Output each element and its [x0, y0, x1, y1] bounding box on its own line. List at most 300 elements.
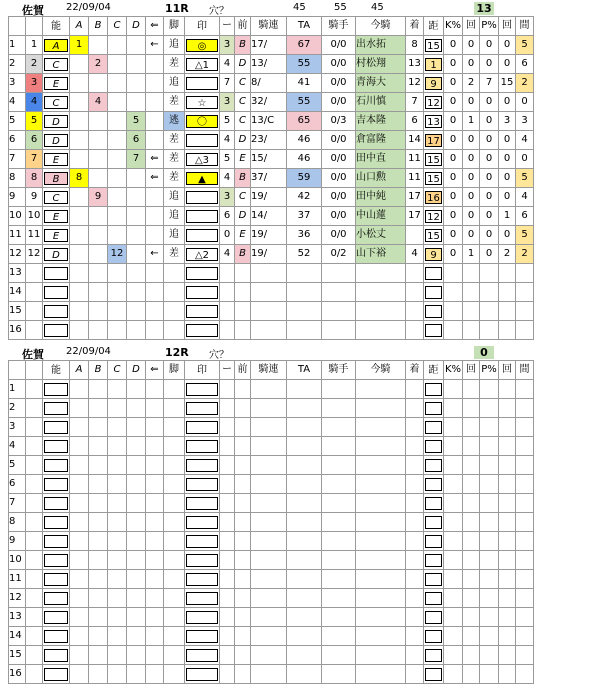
cell-current-jockey [356, 570, 406, 589]
cell-style: 追 [164, 188, 185, 207]
cell-ability [43, 418, 70, 437]
table-row [9, 380, 534, 399]
cell-jockey-rate: 17/ [251, 36, 287, 55]
cell-mark: △2 [185, 245, 220, 264]
cell-jockey [322, 380, 356, 399]
cell-jockey-rate [251, 437, 287, 456]
cell-col-d [127, 245, 146, 264]
cell-count-1 [463, 264, 480, 283]
cell-jockey-rate [251, 264, 287, 283]
cell-arrow [146, 475, 164, 494]
cell-style: 追 [164, 36, 185, 55]
cell-minus [220, 608, 235, 627]
cell-ability [43, 494, 70, 513]
cell-prev [235, 513, 251, 532]
cell-minus: 3 [220, 93, 235, 112]
cell-jockey-rate [251, 532, 287, 551]
cell-p-pct [480, 380, 499, 399]
cell-ta [287, 570, 322, 589]
cell-row-no: 1 [9, 36, 26, 55]
cell-arrow [146, 551, 164, 570]
cell-col-a [70, 131, 89, 150]
header-minus: ー [220, 361, 235, 380]
cell-finish: 17 [406, 207, 424, 226]
cell-interval: 6 [516, 55, 534, 74]
cell-mark [185, 188, 220, 207]
cell-count-2: 0 [499, 169, 516, 188]
header-horse-no [26, 361, 43, 380]
cell-count-1 [463, 283, 480, 302]
cell-minus [220, 589, 235, 608]
cell-count-1 [463, 589, 480, 608]
table-row [9, 150, 534, 169]
header-minus: ー [220, 17, 235, 36]
cell-col-a [70, 418, 89, 437]
cell-ability: E [43, 226, 70, 245]
cell-arrow [146, 418, 164, 437]
cell-col-a [70, 207, 89, 226]
cell-jockey-rate [251, 551, 287, 570]
cell-col-b [89, 437, 108, 456]
cell-count-1 [463, 608, 480, 627]
cell-distance: 12 [424, 93, 444, 112]
cell-distance: 13 [424, 112, 444, 131]
cell-current-jockey [356, 380, 406, 399]
cell-col-b [89, 302, 108, 321]
table-row [9, 112, 534, 131]
cell-col-c [108, 399, 127, 418]
cell-jockey-rate: 23/ [251, 131, 287, 150]
cell-distance: 9 [424, 245, 444, 264]
cell-col-b [89, 150, 108, 169]
header-p-pct: P% [480, 361, 499, 380]
cell-col-c [108, 513, 127, 532]
cell-finish [406, 264, 424, 283]
cell-jockey [322, 665, 356, 684]
cell-prev [235, 532, 251, 551]
cell-ta [287, 302, 322, 321]
cell-k-pct [444, 532, 463, 551]
table-row [9, 93, 534, 112]
cell-jockey [322, 399, 356, 418]
cell-col-d [127, 551, 146, 570]
cell-arrow: ⇐ [146, 169, 164, 188]
cell-k-pct: 0 [444, 188, 463, 207]
cell-arrow [146, 188, 164, 207]
header-jockey-rate: 騎連 [251, 361, 287, 380]
cell-style [164, 456, 185, 475]
cell-current-jockey [356, 321, 406, 340]
cell-row-no: 16 [9, 665, 26, 684]
cell-col-a: 8 [70, 169, 89, 188]
cell-count-2 [499, 437, 516, 456]
header-distance: 距 [424, 361, 444, 380]
cell-horse-no [26, 437, 43, 456]
cell-mark [185, 380, 220, 399]
cell-ta: 42 [287, 188, 322, 207]
cell-ta [287, 551, 322, 570]
cell-interval [516, 551, 534, 570]
cell-p-pct [480, 570, 499, 589]
cell-mark [185, 264, 220, 283]
cell-p-pct [480, 418, 499, 437]
cell-mark [185, 283, 220, 302]
cell-p-pct [480, 456, 499, 475]
cell-jockey-rate [251, 283, 287, 302]
cell-style [164, 418, 185, 437]
cell-col-d [127, 646, 146, 665]
cell-row-no: 9 [9, 188, 26, 207]
cell-col-a [70, 456, 89, 475]
cell-minus: 5 [220, 112, 235, 131]
cell-ability: C [43, 55, 70, 74]
cell-distance: 15 [424, 226, 444, 245]
cell-prev: C [235, 188, 251, 207]
cell-k-pct [444, 418, 463, 437]
cell-ta [287, 589, 322, 608]
cell-count-1: 1 [463, 112, 480, 131]
cell-minus: 4 [220, 245, 235, 264]
table-row [9, 513, 534, 532]
cell-style [164, 302, 185, 321]
cell-col-c [108, 74, 127, 93]
cell-finish [406, 513, 424, 532]
cell-count-1 [463, 627, 480, 646]
cell-finish: 13 [406, 55, 424, 74]
cell-jockey-rate [251, 627, 287, 646]
cell-ability: E [43, 150, 70, 169]
cell-arrow [146, 74, 164, 93]
cell-jockey: 0/2 [322, 245, 356, 264]
cell-jockey [322, 646, 356, 665]
cell-count-1 [463, 399, 480, 418]
cell-k-pct: 0 [444, 36, 463, 55]
top-value-3: 45 [371, 2, 384, 13]
cell-arrow [146, 302, 164, 321]
cell-prev: C [235, 112, 251, 131]
cell-p-pct [480, 475, 499, 494]
cell-minus [220, 494, 235, 513]
cell-current-jockey: 村松翔 [356, 55, 406, 74]
cell-jockey [322, 437, 356, 456]
cell-row-no: 3 [9, 74, 26, 93]
cell-style: 差 [164, 150, 185, 169]
cell-row-no: 10 [9, 207, 26, 226]
cell-jockey [322, 456, 356, 475]
cell-prev [235, 418, 251, 437]
cell-p-pct: 0 [480, 169, 499, 188]
cell-col-c [108, 207, 127, 226]
cell-col-a [70, 513, 89, 532]
cell-count-1 [463, 494, 480, 513]
cell-count-2 [499, 627, 516, 646]
cell-col-b [89, 608, 108, 627]
cell-interval [516, 302, 534, 321]
cell-interval [516, 646, 534, 665]
table-row [9, 475, 534, 494]
cell-minus: 3 [220, 188, 235, 207]
cell-col-a [70, 74, 89, 93]
cell-style [164, 437, 185, 456]
cell-ability: C [43, 93, 70, 112]
cell-style [164, 551, 185, 570]
cell-interval [516, 608, 534, 627]
cell-ta: 55 [287, 93, 322, 112]
cell-count-1: 0 [463, 169, 480, 188]
cell-count-2 [499, 513, 516, 532]
cell-row-no: 3 [9, 418, 26, 437]
cell-minus [220, 475, 235, 494]
cell-row-no: 15 [9, 302, 26, 321]
table-row [9, 245, 534, 264]
cell-interval [516, 264, 534, 283]
cell-style: 追 [164, 74, 185, 93]
cell-ta [287, 437, 322, 456]
cell-k-pct: 0 [444, 93, 463, 112]
cell-count-2: 15 [499, 74, 516, 93]
cell-k-pct: 0 [444, 245, 463, 264]
cell-minus [220, 627, 235, 646]
cell-distance [424, 418, 444, 437]
cell-mark [185, 74, 220, 93]
cell-finish [406, 226, 424, 245]
cell-col-b [89, 283, 108, 302]
header-ability: 能 [43, 17, 70, 36]
cell-row-no: 5 [9, 456, 26, 475]
cell-count-2: 0 [499, 150, 516, 169]
cell-distance [424, 551, 444, 570]
cell-col-b [89, 513, 108, 532]
cell-finish: 8 [406, 36, 424, 55]
cell-mark [185, 302, 220, 321]
cell-prev [235, 456, 251, 475]
cell-minus: 3 [220, 36, 235, 55]
cell-col-a [70, 264, 89, 283]
table-header-row [9, 361, 534, 380]
cell-current-jockey: 小松丈 [356, 226, 406, 245]
cell-row-no: 9 [9, 532, 26, 551]
cell-col-c [108, 665, 127, 684]
cell-count-1 [463, 475, 480, 494]
cell-current-jockey [356, 646, 406, 665]
cell-col-d [127, 264, 146, 283]
cell-current-jockey: 田中純 [356, 188, 406, 207]
cell-k-pct: 0 [444, 131, 463, 150]
cell-current-jockey [356, 264, 406, 283]
race-12-header [0, 344, 605, 360]
cell-ta: 46 [287, 131, 322, 150]
table-row [9, 456, 534, 475]
cell-prev: B [235, 169, 251, 188]
cell-col-c [108, 131, 127, 150]
header-style: 脚 [164, 17, 185, 36]
table-row [9, 207, 534, 226]
cell-p-pct [480, 627, 499, 646]
cell-p-pct: 0 [480, 131, 499, 150]
cell-col-d [127, 36, 146, 55]
cell-finish: 7 [406, 93, 424, 112]
cell-ta [287, 321, 322, 340]
cell-prev [235, 437, 251, 456]
cell-col-d [127, 188, 146, 207]
cell-jockey: 0/0 [322, 55, 356, 74]
header-ta: TA [287, 17, 322, 36]
cell-horse-no: 7 [26, 150, 43, 169]
cell-minus [220, 302, 235, 321]
cell-p-pct [480, 608, 499, 627]
cell-horse-no: 10 [26, 207, 43, 226]
cell-col-c [108, 646, 127, 665]
cell-minus [220, 380, 235, 399]
cell-current-jockey: 中山蓮 [356, 207, 406, 226]
cell-interval [516, 283, 534, 302]
cell-current-jockey [356, 456, 406, 475]
cell-ta: 52 [287, 245, 322, 264]
cell-jockey-rate: 8/ [251, 74, 287, 93]
cell-row-no: 16 [9, 321, 26, 340]
cell-row-no: 1 [9, 380, 26, 399]
cell-p-pct: 0 [480, 112, 499, 131]
cell-col-b [89, 570, 108, 589]
venue-label: 佐賀 [22, 348, 44, 361]
cell-jockey-rate: 15/ [251, 150, 287, 169]
cell-count-2 [499, 302, 516, 321]
cell-col-d [127, 627, 146, 646]
cell-col-c [108, 112, 127, 131]
cell-current-jockey: 倉富隆 [356, 131, 406, 150]
cell-finish [406, 302, 424, 321]
cell-count-2: 0 [499, 36, 516, 55]
cell-current-jockey [356, 418, 406, 437]
header-col-a: A [70, 17, 89, 36]
cell-col-c [108, 475, 127, 494]
cell-interval [516, 532, 534, 551]
cell-horse-no [26, 532, 43, 551]
cell-jockey-rate [251, 418, 287, 437]
table-row [9, 188, 534, 207]
cell-jockey-rate: 32/ [251, 93, 287, 112]
table-header-row [9, 17, 534, 36]
cell-mark: ☆ [185, 93, 220, 112]
cell-col-a [70, 399, 89, 418]
header-ability: 能 [43, 361, 70, 380]
cell-horse-no [26, 627, 43, 646]
table-row [9, 321, 534, 340]
cell-jockey [322, 551, 356, 570]
cell-ability [43, 283, 70, 302]
cell-row-no: 8 [9, 513, 26, 532]
cell-horse-no: 12 [26, 245, 43, 264]
cell-arrow [146, 437, 164, 456]
header-jockey-rate: 騎連 [251, 17, 287, 36]
cell-k-pct [444, 264, 463, 283]
cell-p-pct [480, 551, 499, 570]
cell-col-c: 12 [108, 245, 127, 264]
cell-col-b [89, 532, 108, 551]
header-finish: 着 [406, 17, 424, 36]
cell-p-pct [480, 646, 499, 665]
cell-style [164, 608, 185, 627]
cell-finish [406, 551, 424, 570]
cell-arrow [146, 646, 164, 665]
cell-ta [287, 380, 322, 399]
cell-ta: 37 [287, 207, 322, 226]
cell-col-b [89, 399, 108, 418]
cell-style: 差 [164, 55, 185, 74]
cell-col-d [127, 302, 146, 321]
cell-arrow [146, 532, 164, 551]
cell-col-c [108, 532, 127, 551]
cell-p-pct [480, 321, 499, 340]
cell-row-no: 7 [9, 150, 26, 169]
cell-arrow [146, 283, 164, 302]
header-p-pct: P% [480, 17, 499, 36]
cell-finish [406, 321, 424, 340]
cell-col-d [127, 399, 146, 418]
cell-mark [185, 418, 220, 437]
cell-current-jockey [356, 551, 406, 570]
cell-arrow [146, 665, 164, 684]
cell-current-jockey [356, 283, 406, 302]
race-number: 12R [165, 346, 189, 359]
cell-current-jockey [356, 589, 406, 608]
top-value-1: 45 [293, 2, 306, 13]
cell-current-jockey [356, 302, 406, 321]
cell-interval: 2 [516, 245, 534, 264]
cell-col-d [127, 321, 146, 340]
cell-style [164, 494, 185, 513]
cell-ability: C [43, 188, 70, 207]
cell-horse-no [26, 380, 43, 399]
cell-count-1: 0 [463, 131, 480, 150]
cell-mark: △1 [185, 55, 220, 74]
cell-style [164, 399, 185, 418]
cell-minus: 4 [220, 131, 235, 150]
header-arrow: ⇐ [146, 17, 164, 36]
cell-ability [43, 551, 70, 570]
cell-k-pct: 0 [444, 112, 463, 131]
cell-col-a [70, 494, 89, 513]
cell-style [164, 380, 185, 399]
cell-count-2: 0 [499, 131, 516, 150]
cell-interval [516, 589, 534, 608]
cell-arrow: ⇐ [146, 150, 164, 169]
cell-prev [235, 380, 251, 399]
cell-interval: 3 [516, 112, 534, 131]
cell-k-pct [444, 494, 463, 513]
cell-col-d [127, 608, 146, 627]
cell-col-c [108, 589, 127, 608]
cell-jockey-rate [251, 646, 287, 665]
cell-jockey [322, 532, 356, 551]
cell-mark [185, 321, 220, 340]
cell-row-no: 6 [9, 475, 26, 494]
cell-style [164, 627, 185, 646]
cell-ability [43, 627, 70, 646]
cell-col-a [70, 302, 89, 321]
cell-count-2 [499, 570, 516, 589]
cell-minus [220, 456, 235, 475]
table-row [9, 226, 534, 245]
cell-count-2 [499, 456, 516, 475]
cell-prev [235, 494, 251, 513]
cell-col-c [108, 55, 127, 74]
cell-ta [287, 494, 322, 513]
cell-row-no: 11 [9, 226, 26, 245]
cell-jockey: 0/0 [322, 150, 356, 169]
cell-finish [406, 589, 424, 608]
cell-distance [424, 665, 444, 684]
